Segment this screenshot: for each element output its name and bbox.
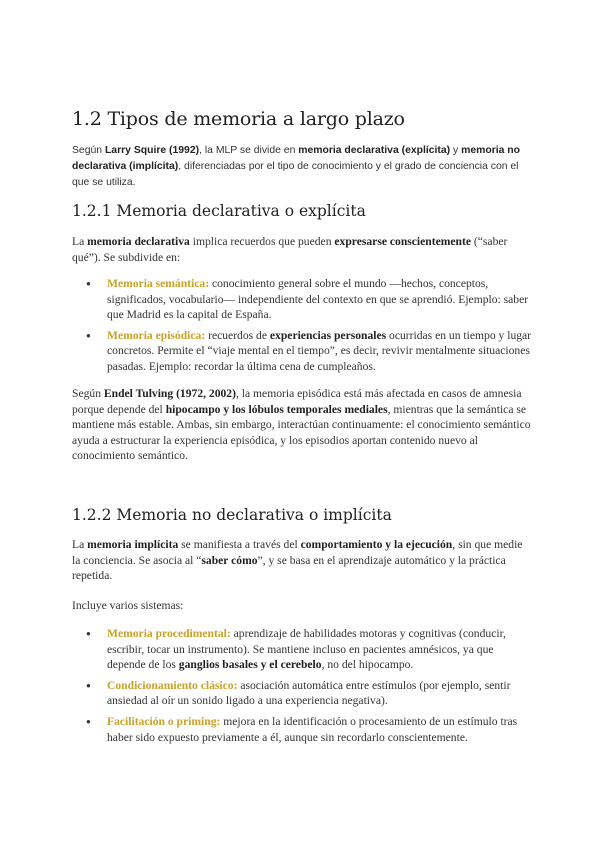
list-item: ● Memoria semántica: conocimiento general sobre el mundo —hechos, conceptos, significados, vocabulario— independiente del contexto en que se aprendió. Ejemplo: saber que Madrid es la capital de España. (72, 276, 532, 323)
tulving-paragraph: Según Endel Tulving (1972, 2002), la memoria episódica está más afectada en casos de amnesia porque depende del hipocampo y los lóbulos temporales mediales, mientras que la semántica se mantiene más estable. Ambas, sin embargo, interactúan continuamente: el conocimiento semántico ayuda a estructurar la experiencia episódica, y los episodios aportan contenido nuevo al conocimiento semántico. (72, 387, 531, 463)
page-title: 1.2 Tipos de memoria a largo plazo (72, 108, 405, 130)
declarativa-paragraph: La memoria declarativa implica recuerdos que pueden expresarse conscientemente (“saber qué”). Se subdivide en: (72, 235, 508, 264)
section-heading-declarativa: 1.2.1 Memoria declarativa o explícita (72, 202, 366, 220)
list-item: ● Condicionamiento clásico: asociación automática entre estímulos (por ejemplo, sentir ansiedad al oír un sonido ligado a una experiencia negativa). (72, 678, 532, 709)
declarativa-list (72, 276, 532, 380)
section-heading-no-declarativa: 1.2.2 Memoria no declarativa o implícita (72, 506, 392, 524)
sistemas-intro: Incluye varios sistemas: (72, 599, 184, 612)
list-item: ● Memoria episódica: recuerdos de experiencias personales ocurridas en un tiempo y lugar concretos. Permite el “viaje mental en el tiempo”, es decir, revivir mentalmente situaciones pasadas. Ejemplo: recordar la última cena de cumpleaños. (72, 328, 532, 375)
list-item: ● Facilitación o priming: mejora en la identificación o procesamiento de un estímulo tras haber sido expuesto previamente a él, aunque sin recordarlo conscientemente. (72, 714, 532, 745)
list-item: ● Memoria procedimental: aprendizaje de habilidades motoras y cognitivas (conducir, escribir, tocar un instrumento). Se mantiene incluso en pacientes amnésicos, ya que depende de los ganglios basales y el cerebelo, no del hipocampo. (72, 626, 532, 673)
implicita-paragraph: La memoria implícita se manifiesta a través del comportamiento y la ejecución, sin que medie la conciencia. Se asocia al “saber cómo”, y se basa en el aprendizaje automático y la práctica repetida. (72, 538, 523, 583)
implicita-list (72, 626, 532, 750)
intro-paragraph: Según Larry Squire (1992), la MLP se divide en memoria declarativa (explícita) y memoria no declarativa (implícita), diferenciadas por el tipo de conocimiento y el grado de conciencia con el que se utiliza. (72, 145, 521, 188)
